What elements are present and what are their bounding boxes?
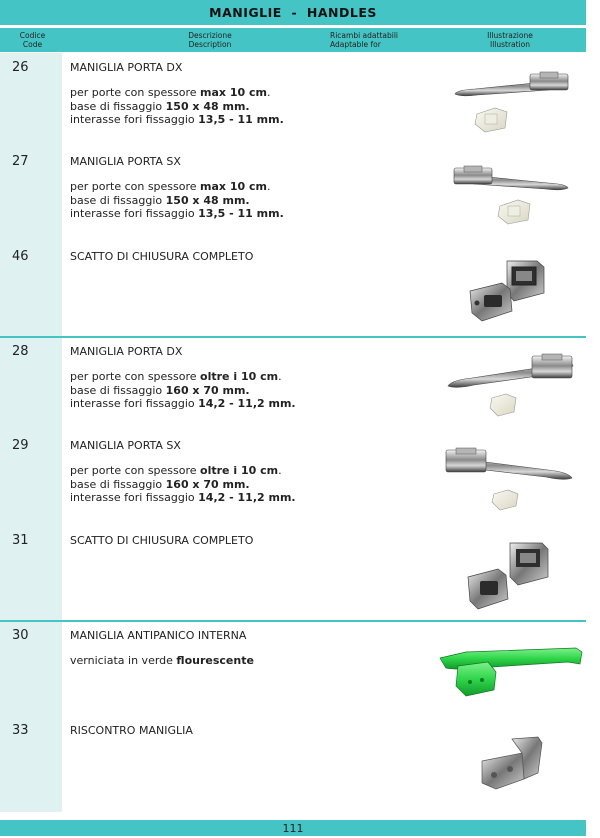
- keeper-icon: [476, 733, 548, 799]
- item-title: MANIGLIA PORTA DX: [70, 345, 183, 358]
- column-desc-en: Description: [188, 40, 232, 49]
- product-item: [0, 60, 586, 150]
- column-header-illustration: [470, 31, 550, 49]
- item-code: 46: [12, 249, 29, 264]
- page-number: 111: [0, 820, 586, 836]
- latch-icon: [462, 537, 557, 613]
- product-item: [0, 438, 586, 528]
- product-item: [0, 344, 586, 434]
- item-code: 29: [12, 438, 29, 453]
- item-title: SCATTO DI CHIUSURA COMPLETO: [70, 250, 254, 263]
- product-item: [0, 249, 586, 329]
- item-title: SCATTO DI CHIUSURA COMPLETO: [70, 534, 254, 547]
- column-ill-en: Illustration: [489, 40, 531, 49]
- product-item: [0, 533, 586, 613]
- product-item: [0, 723, 586, 803]
- column-desc-it: Descrizione: [188, 31, 232, 40]
- item-title: MANIGLIA PORTA DX: [70, 61, 183, 74]
- product-item: [0, 628, 586, 718]
- item-code: 26: [12, 60, 29, 75]
- item-code: 33: [12, 723, 29, 738]
- handle-left-icon: [448, 158, 578, 233]
- item-title: RISCONTRO MANIGLIA: [70, 724, 193, 737]
- column-header-adaptable: [330, 31, 450, 49]
- item-description: verniciata in verde flourescente: [70, 654, 254, 667]
- item-code: 31: [12, 533, 29, 548]
- page-title: MANIGLIE - HANDLES: [0, 0, 586, 25]
- handle-right-icon: [445, 62, 575, 137]
- column-code-it: Codice: [19, 31, 46, 40]
- column-ill-it: Illustrazione: [487, 31, 533, 40]
- item-description: per porte con spessore oltre i 10 cm. base di fissaggio 160 x 70 mm. interasse fori fissaggio 14,2 - 11,2 mm.: [70, 464, 296, 504]
- column-header-description: [140, 31, 280, 49]
- item-description: per porte con spessore max 10 cm. base di fissaggio 150 x 48 mm. interasse fori fissaggio 13,5 - 11 mm.: [70, 180, 284, 220]
- latch-icon: [462, 253, 552, 325]
- item-title: MANIGLIA PORTA SX: [70, 155, 181, 168]
- item-description: per porte con spessore max 10 cm. base di fissaggio 150 x 48 mm. interasse fori fissaggio 13,5 - 11 mm.: [70, 86, 284, 126]
- column-code-en: Code: [22, 40, 43, 49]
- handle-left-icon: [440, 444, 580, 516]
- item-code: 27: [12, 154, 29, 169]
- product-item: [0, 154, 586, 244]
- item-title: MANIGLIA PORTA SX: [70, 439, 181, 452]
- panic-handle-icon: [436, 638, 586, 700]
- item-description: per porte con spessore oltre i 10 cm. base di fissaggio 160 x 70 mm. interasse fori fissaggio 14,2 - 11,2 mm.: [70, 370, 296, 410]
- column-adapt-en: Adaptable for: [330, 40, 381, 49]
- item-code: 30: [12, 628, 29, 643]
- item-code: 28: [12, 344, 29, 359]
- column-header-row: [0, 28, 586, 52]
- column-adapt-it: Ricambi adattabili: [330, 31, 398, 40]
- handle-right-icon: [440, 350, 580, 422]
- item-title: MANIGLIA ANTIPANICO INTERNA: [70, 629, 247, 642]
- column-header-code: [10, 31, 55, 49]
